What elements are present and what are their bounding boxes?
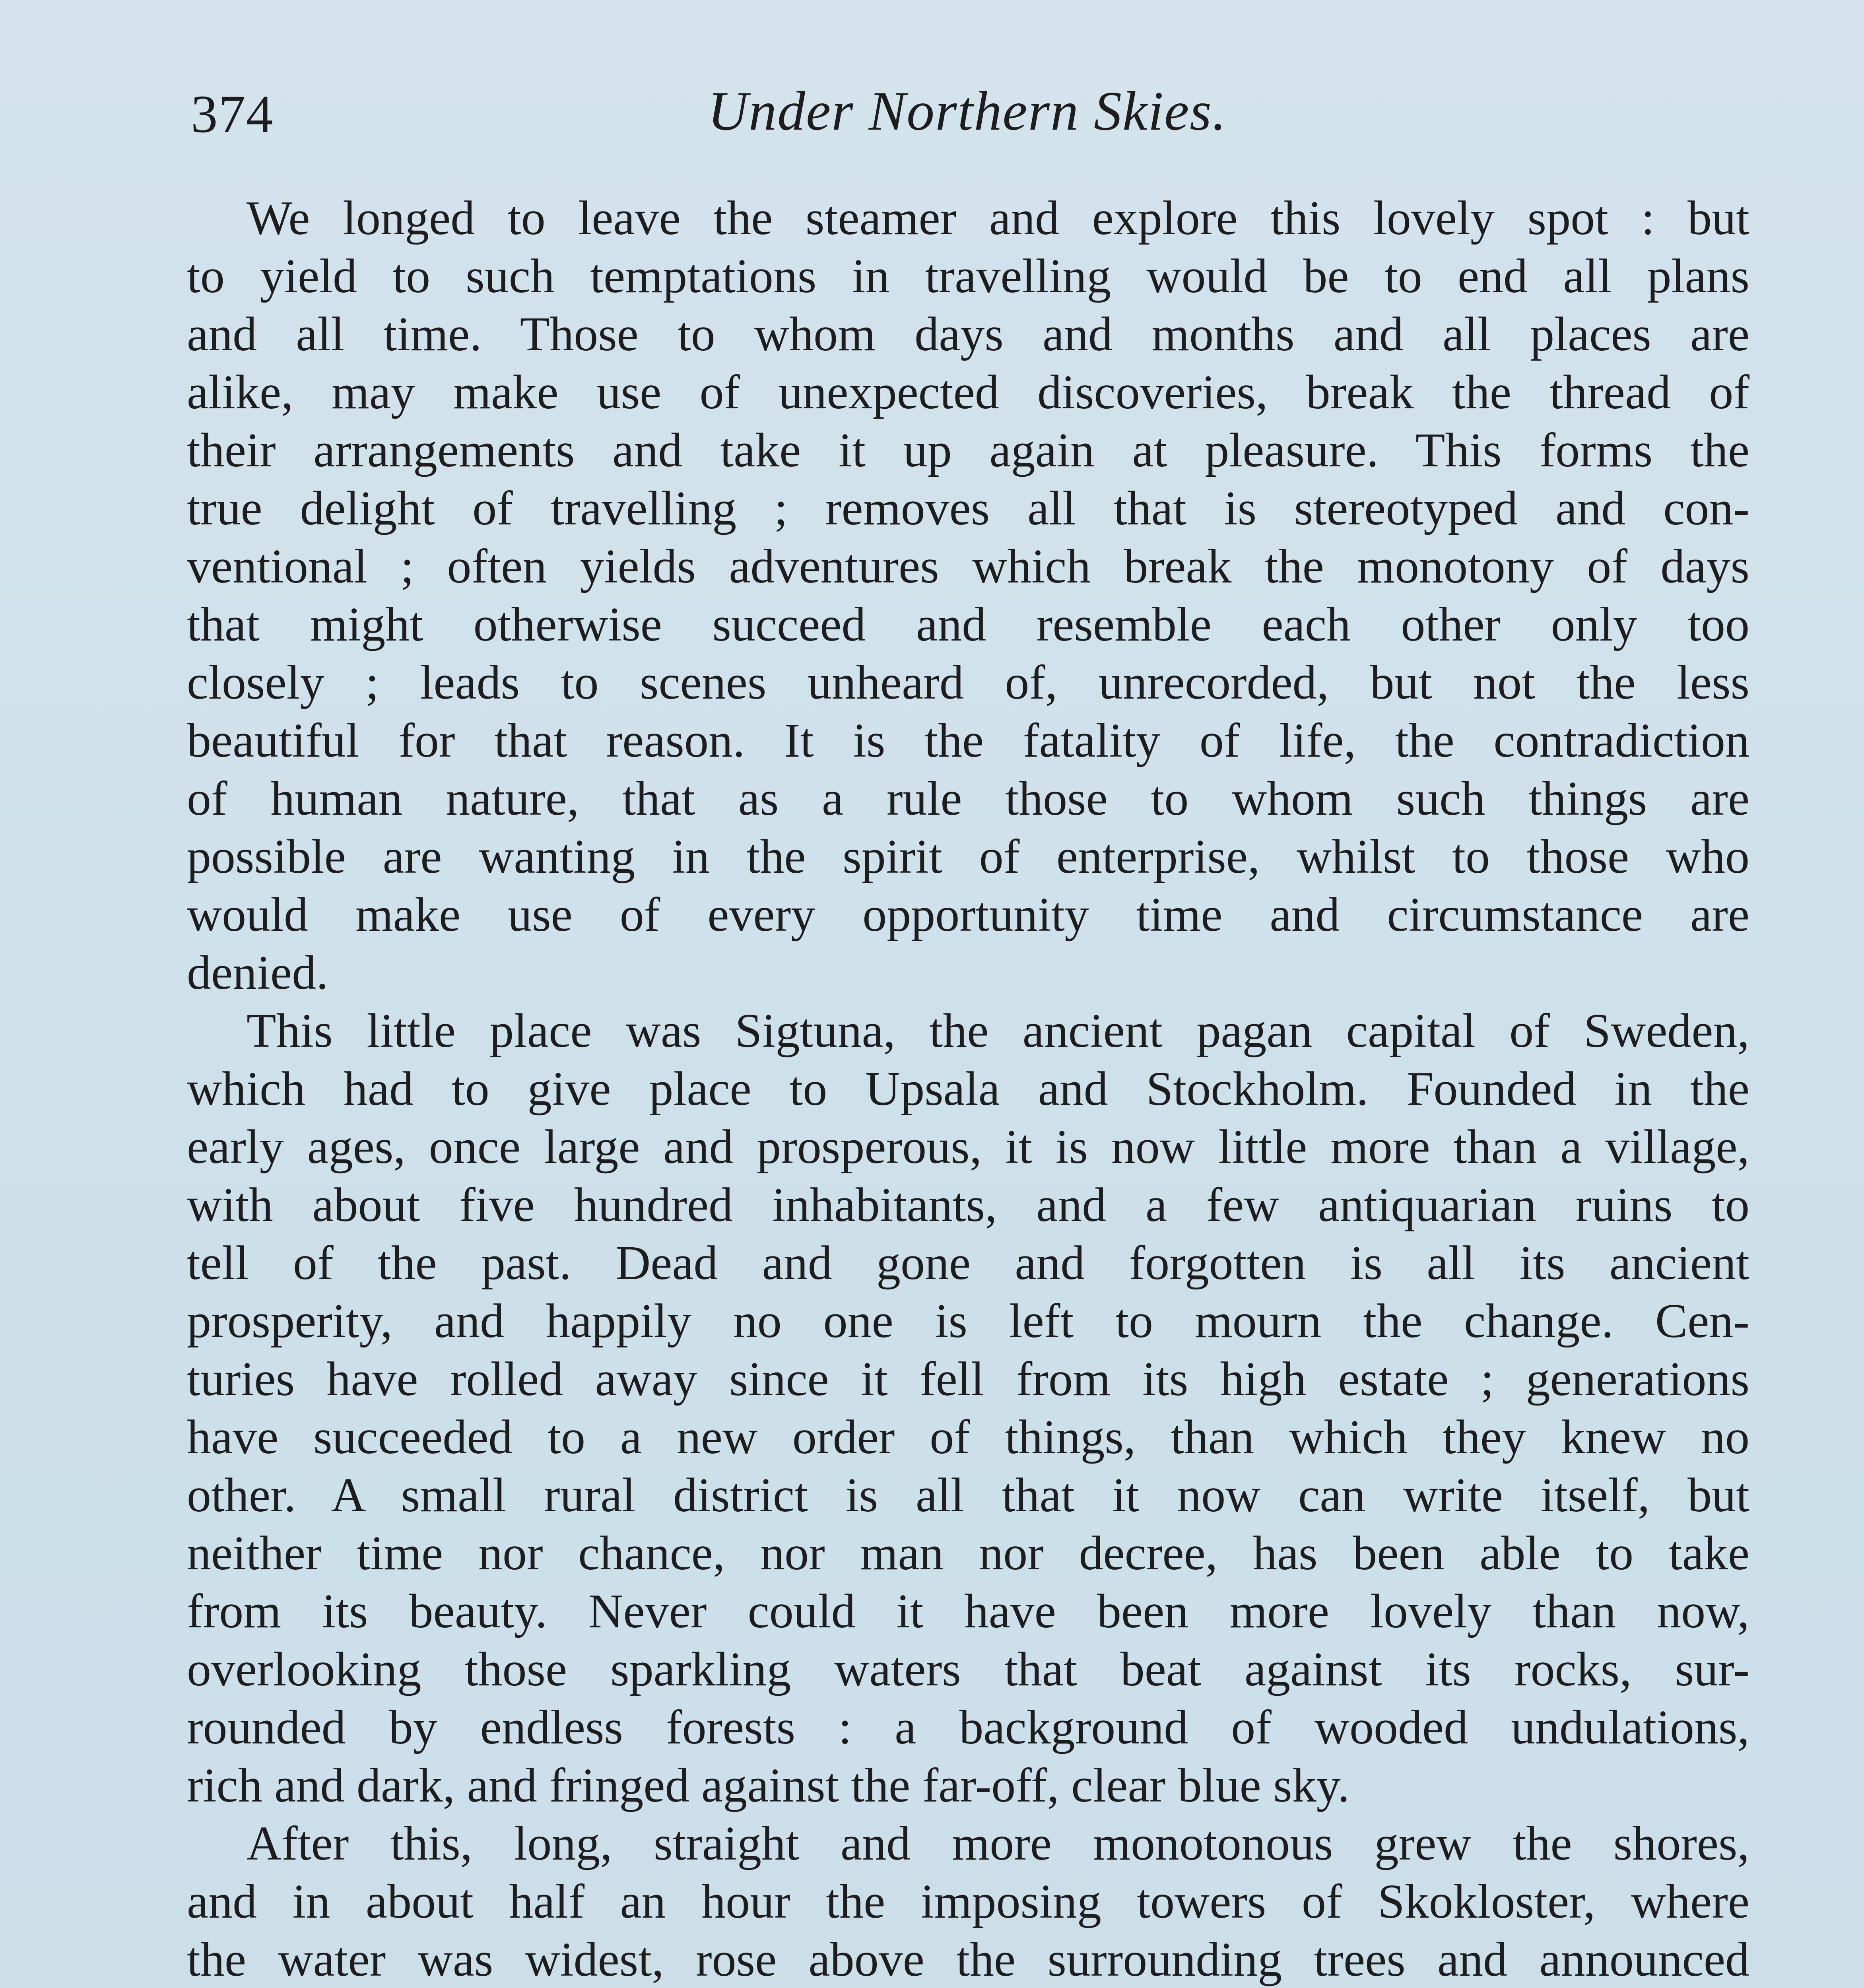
- text-line: alike, may make use of unexpected discoveries, break the thread of: [187, 365, 1749, 419]
- text-line: early ages, once large and prosperous, it is now little more than a village,: [187, 1120, 1749, 1174]
- text-line: from its beauty. Never could it have been more lovely than now,: [187, 1584, 1749, 1638]
- text-line: This little place was Sigtuna, the ancient pagan capital of Sweden,: [247, 1004, 1749, 1058]
- text-line: and in about half an hour the imposing towers of Skokloster, where: [187, 1875, 1749, 1928]
- text-line: beautiful for that reason. It is the fatality of life, the contradiction: [187, 714, 1749, 767]
- text-line: turies have rolled away since it fell from its high estate ; generations: [187, 1352, 1749, 1406]
- text-line: prosperity, and happily no one is left to mourn the change. Cen-: [187, 1294, 1749, 1348]
- text-line: and all time. Those to whom days and months and all places are: [187, 307, 1749, 361]
- text-line: After this, long, straight and more monotonous grew the shores,: [247, 1817, 1749, 1870]
- text-line: with about five hundred inhabitants, and a few antiquarian ruins to: [187, 1178, 1749, 1232]
- body-text: [187, 189, 1749, 1988]
- text-line: the water was widest, rose above the surrounding trees and announced: [187, 1933, 1749, 1986]
- running-title: Under Northern Skies.: [708, 80, 1227, 142]
- paragraph-3: [187, 1815, 1749, 1988]
- paragraph-1: [187, 189, 1749, 1002]
- text-line: ventional ; often yields adventures which break the monotony of days: [187, 540, 1749, 593]
- page-number: 374: [191, 85, 274, 144]
- text-line: possible are wanting in the spirit of enterprise, whilst to those who: [187, 830, 1749, 883]
- text-line: closely ; leads to scenes unheard of, unrecorded, but not the less: [187, 656, 1749, 709]
- text-line: that might otherwise succeed and resemble each other only too: [187, 598, 1749, 651]
- text-line: tell of the past. Dead and gone and forgotten is all its ancient: [187, 1236, 1749, 1290]
- paragraph-2: [187, 1002, 1749, 1815]
- text-line: would make use of every opportunity time and circumstance are: [187, 888, 1749, 942]
- text-line: rounded by endless forests : a background of wooded undulations,: [187, 1701, 1749, 1754]
- text-line: which had to give place to Upsala and Stockholm. Founded in the: [187, 1062, 1749, 1116]
- text-line: overlooking those sparkling waters that beat against its rocks, sur-: [187, 1642, 1749, 1696]
- running-head: [191, 80, 1765, 159]
- text-line: their arrangements and take it up again at pleasure. This forms the: [187, 423, 1749, 477]
- text-line: denied.: [187, 946, 328, 1000]
- text-line: of human nature, that as a rule those to whom such things are: [187, 772, 1749, 825]
- text-line: We longed to leave the steamer and explore this lovely spot : but: [247, 191, 1749, 245]
- text-line: rich and dark, and fringed against the far-off, clear blue sky.: [187, 1759, 1350, 1812]
- text-line: neither time nor chance, nor man nor decree, has been able to take: [187, 1526, 1749, 1580]
- text-line: true delight of travelling ; removes all that is stereotyped and con-: [187, 481, 1749, 535]
- text-line: to yield to such temptations in travelling would be to end all plans: [187, 249, 1749, 303]
- text-line: other. A small rural district is all that it now can write itself, but: [187, 1468, 1749, 1522]
- text-line: have succeeded to a new order of things, than which they knew no: [187, 1410, 1749, 1464]
